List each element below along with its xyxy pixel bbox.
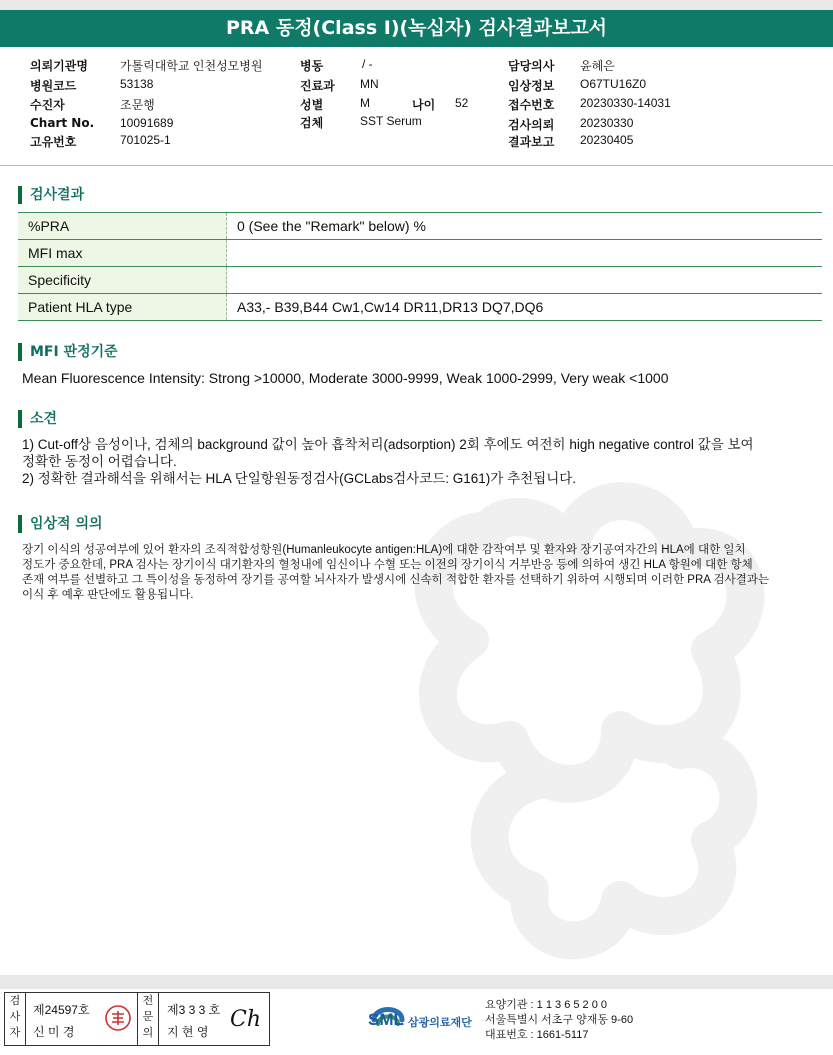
table-row (18, 267, 822, 294)
watermark-logo-icon (370, 450, 833, 970)
info-value: 53138 (120, 77, 154, 91)
info-value: M (360, 96, 370, 110)
info-value: 20230330-14031 (580, 96, 671, 110)
result-value (227, 267, 823, 294)
info-label: 고유번호 (30, 135, 77, 149)
vertical-char: 문 (142, 1011, 154, 1023)
signature: Ch (230, 1007, 262, 1032)
footer-gray-strip (0, 975, 833, 989)
org-name: 삼광의료재단 (408, 1016, 472, 1029)
vertical-char: 자 (9, 1027, 21, 1039)
report-title: PRA 동정(Class I)(녹십자) 검사결과보고서 (0, 10, 833, 47)
results-table (18, 212, 822, 321)
info-value: SST Serum (360, 114, 422, 128)
mfi-criteria-text: Mean Fluorescence Intensity: Strong >10000, Moderate 3000-9999, Weak 1000-2999, Very weak <1000 (22, 370, 669, 386)
info-label: 성별 (300, 98, 324, 112)
signature-stamp-box (4, 992, 270, 1046)
info-value: 701025-1 (120, 133, 171, 147)
info-value: 윤혜은 (580, 59, 615, 73)
mfi-heading: MFI 판정기준 (18, 343, 118, 361)
info-value: / - (362, 57, 373, 71)
org-line: 요양기관 : 1 1 3 6 5 2 0 0 (485, 999, 608, 1011)
age-label: 나이 (412, 98, 436, 112)
info-label: 검체 (300, 116, 324, 130)
vertical-char: 사 (9, 1011, 21, 1023)
patient-info-block (0, 50, 833, 165)
specialist-license-no: 제3 3 3 호 (167, 1003, 221, 1017)
vertical-char: 검 (9, 995, 21, 1007)
info-label: 담당의사 (508, 59, 555, 73)
findings-heading: 소견 (18, 410, 57, 428)
vertical-char: 의 (142, 1027, 154, 1039)
info-value: 조문행 (120, 98, 155, 112)
vertical-char: 전 (142, 995, 154, 1007)
examiner-vertical-label (5, 993, 26, 1045)
sml-logo (368, 998, 480, 1038)
clinical-text (22, 543, 822, 603)
info-label: 수진자 (30, 98, 65, 112)
specialist-name: 지 현 영 (167, 1025, 209, 1039)
org-line: 대표번호 : 1661-5117 (485, 1029, 589, 1041)
results-heading: 검사결과 (18, 186, 84, 204)
result-label: Patient HLA type (18, 294, 227, 321)
result-label: MFI max (18, 240, 227, 267)
result-label: Specificity (18, 267, 227, 294)
info-value: MN (360, 77, 379, 91)
findings-line: 정확한 동정이 어렵습니다. (22, 454, 177, 469)
findings-line: 2) 정확한 결과해석을 위해서는 HLA 단일항원동정검사(GCLabs검사코드: G161)가 추천됩니다. (22, 471, 577, 486)
info-value: 20230330 (580, 116, 634, 130)
examiner-name: 신 미 경 (33, 1025, 75, 1039)
info-label: 결과보고 (508, 135, 555, 149)
info-label: 병동 (300, 59, 324, 73)
logo-text: SML (368, 1010, 404, 1029)
table-row (18, 213, 822, 240)
info-label: 임상정보 (508, 79, 555, 93)
info-value: O67TU16Z0 (580, 77, 647, 91)
info-label: 검사의뢰 (508, 118, 555, 132)
result-value: 0 (See the "Remark" below) % (227, 213, 823, 240)
org-line: 서울특별시 서초구 양재동 9-60 (485, 1014, 634, 1026)
info-value: 가톨릭대학교 인천성모병원 (120, 59, 263, 73)
result-value: A33,- B39,B44 Cw1,Cw14 DR11,DR13 DQ7,DQ6 (227, 294, 823, 321)
top-gray-strip (0, 0, 833, 10)
info-label: 병원코드 (30, 79, 77, 93)
result-value (227, 240, 823, 267)
info-value: 20230405 (580, 133, 634, 147)
clinical-heading: 임상적 의의 (18, 515, 103, 533)
info-label: Chart No. (30, 116, 95, 130)
clinical-line: 정도가 중요한데, PRA 검사는 장기이식 대기환자의 혈청내에 임신이나 수혈 또는 이전의 장기이식 거부반응 등에 의하여 생긴 HLA 항원에 대한 항체 (22, 559, 753, 571)
result-label: %PRA (18, 213, 227, 240)
org-info (485, 998, 633, 1043)
seal-stamp-icon (105, 1005, 131, 1031)
examiner-license-no: 제24597호 (33, 1003, 90, 1017)
header-divider (0, 165, 833, 166)
age-value: 52 (455, 96, 469, 110)
specialist-vertical-label (137, 993, 159, 1045)
clinical-line: 장기 이식의 성공여부에 있어 환자의 조직적합성항원(Humanleukocyte antigen:HLA)에 대한 감작여부 및 환자와 장기공여자간의 HLA에 대한 일치 (22, 544, 746, 556)
info-label: 의뢰기관명 (30, 59, 88, 73)
clinical-line: 이식 후 예후 판단에도 활용됩니다. (22, 589, 194, 601)
findings-line: 1) Cut-off상 음성이나, 검체의 background 값이 높아 흡착처리(adsorption) 2회 후에도 여전히 high negative control 값을 보여 (22, 437, 754, 452)
info-label: 진료과 (300, 79, 335, 93)
info-label: 접수번호 (508, 98, 555, 112)
info-value: 10091689 (120, 116, 174, 130)
findings-text (22, 436, 822, 487)
table-row (18, 294, 822, 321)
table-row (18, 240, 822, 267)
clinical-line: 존재 여부를 선별하고 그 특이성을 동정하여 장기를 공여할 뇌사자가 발생시에 신속히 적합한 환자를 선택하기 위하여 시행되며 이러한 PRA 검사결과는 (22, 574, 770, 586)
